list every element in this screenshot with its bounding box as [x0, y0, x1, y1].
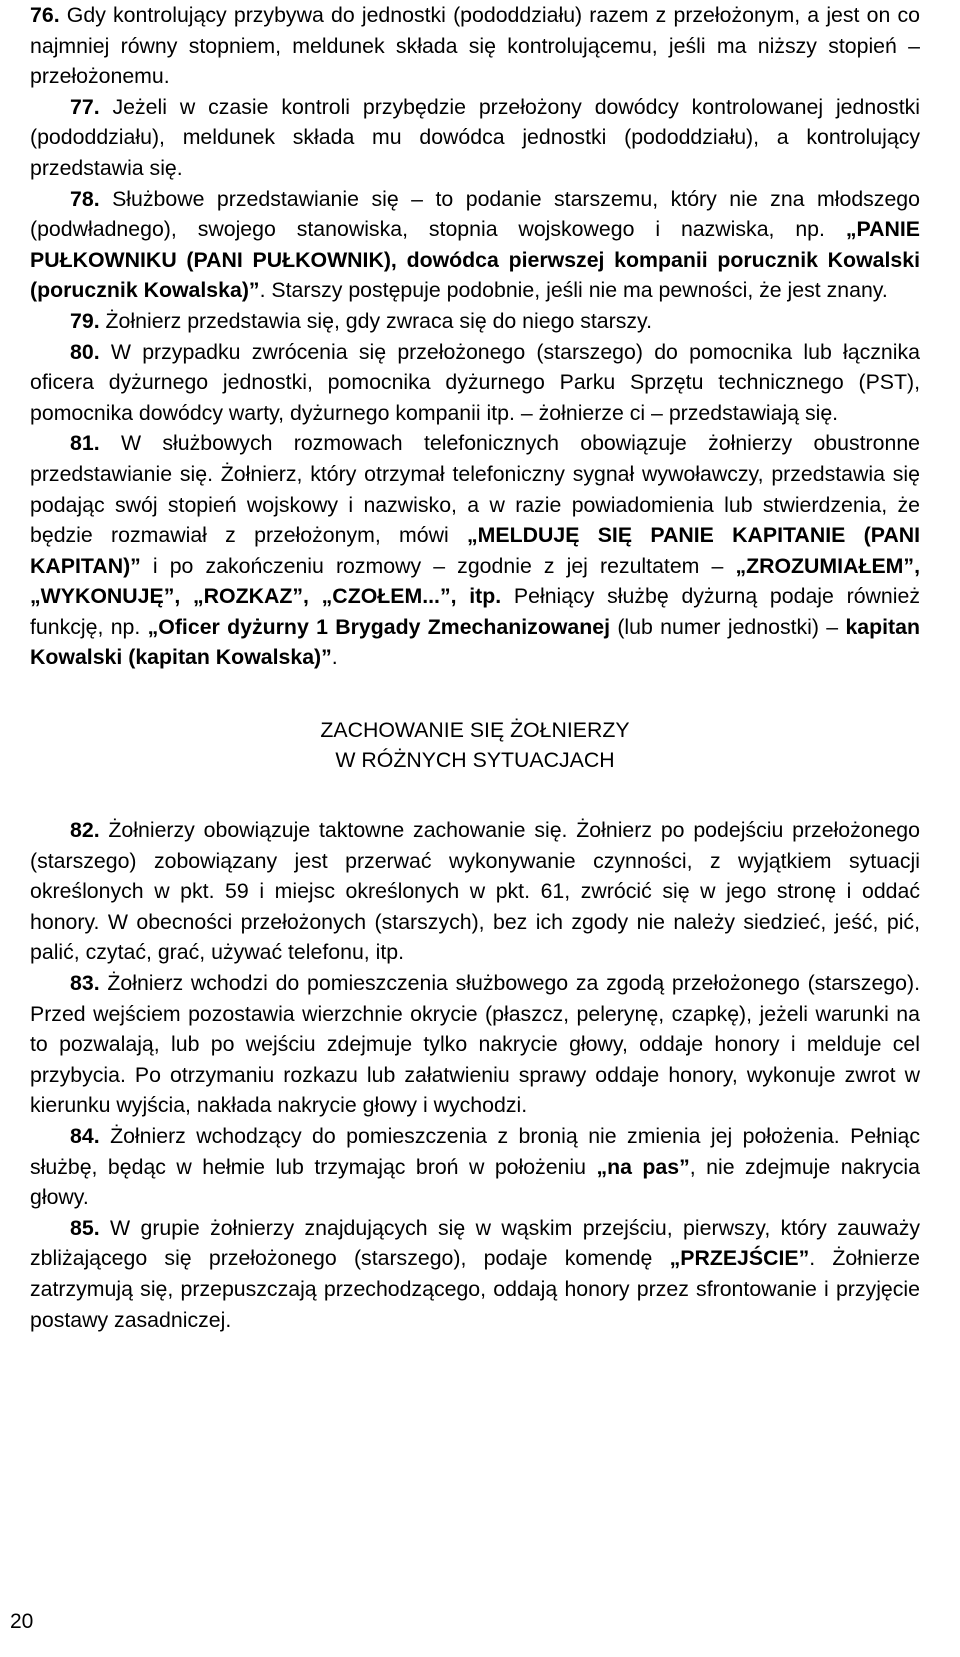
document-page: [30, 0, 920, 1335]
paragraph-79: [30, 306, 920, 337]
paragraph-76: [30, 0, 920, 92]
paragraph-number: 84.: [70, 1124, 100, 1148]
paragraph-text: W służbowych rozmowach telefonicznych obowiązuje żołnierzy obustronne przedstawianie się. Żołnierz, który otrzymał telefoniczny sygnał wywoławczy, przedstawia się podając swój stopień wojskowy i nazwisko, a w razie powiadomienia lub stwierdzenia, że będzie rozmawiał z przełożonym, mówi: [30, 431, 921, 548]
paragraph-text: Służbowe przedstawianie się – to podanie starszemu, który nie zna młodszego (podwładnego), swojego stanowiska, stopnia wojskowego i nazwiska, np.: [30, 186, 920, 242]
paragraph-text: i po zakończeniu rozmowy – zgodnie z jej rezultatem –: [140, 553, 736, 578]
paragraph-85: [30, 1213, 920, 1335]
paragraph-number: 79.: [70, 308, 100, 333]
paragraph-text: , nie zdejmuje nakrycia głowy.: [30, 1154, 921, 1210]
paragraph-text: Żołnierz wchodzący do pomieszczenia z bronią nie zmienia jej położenia. Pełniąc służbę, będąc w hełmie lub trzymając broń w położeniu: [30, 1124, 920, 1179]
paragraph-text: W przypadku zwrócenia się przełożonego (starszego) do pomocnika lub łącznika oficera dyżurnego jednostki, pomocnika dyżurnego Parku Sprzętu technicznego (PST), pomocnika dowódcy warty, dyżurnego kompanii itp. – żołnierze ci – przedstawiają się.: [30, 339, 920, 425]
paragraph-text: Żołnierz wchodzi do pomieszczenia służbowego za zgodą przełożonego (starszego). Przed wejściem pozostawia wierzchnie okrycie (płaszcz, pelerynę, czapkę), jeżeli warunki na to pozwalają, lub po wejściu zdejmuje tylko nakrycie głowy, oddaje honory i melduje cel przybycia. Po otrzymaniu rozkazu lub załatwieniu sprawy oddaje honory, wykonuje zwrot w kierunku wyjścia, nakłada nakrycie głowy i wychodzi.: [30, 971, 920, 1118]
paragraph-bold-text: „MELDUJĘ SIĘ PANIE KAPITANIE (PANI KAPITAN)”: [30, 523, 920, 578]
paragraph-text: W grupie żołnierzy znajdujących się w wąskim przejściu, pierwszy, który zauważy zbliżającego się przełożonego (starszego), podaje komendę: [30, 1215, 921, 1271]
paragraph-text: . Starszy postępuje podobnie, jeśli nie ma pewności, że jest znany.: [259, 278, 888, 303]
paragraph-number: 77.: [70, 94, 100, 119]
paragraph-bold-text: „ZROZUMIAŁEM”, „WYKONUJĘ”, „ROZKAZ”, „CZOŁEM...”, itp.: [30, 553, 920, 609]
paragraph-82: [30, 815, 920, 968]
paragraph-number: 78.: [70, 186, 100, 211]
paragraph-number: 83.: [70, 971, 100, 996]
paragraph-text: Żołnierz przedstawia się, gdy zwraca się do niego starszy.: [105, 308, 652, 333]
section-heading-line-1: ZACHOWANIE SIĘ ŻOŁNIERZY: [320, 718, 630, 743]
page-number: 20: [10, 1610, 34, 1633]
paragraph-text: Pełniący służbę dyżurną podaje również funkcję, np.: [30, 584, 920, 639]
paragraph-bold-text: kapitan Kowalski (kapitan Kowalska)”: [30, 614, 920, 670]
paragraph-bold-text: „na pas”: [596, 1154, 690, 1179]
paragraph-text: .: [331, 645, 338, 670]
paragraph-number: 76.: [30, 3, 60, 27]
paragraph-number: 80.: [70, 339, 100, 364]
paragraph-bold-text: „PANIE PUŁKOWNIKU (PANI PUŁKOWNIK), dowódca pierwszej kompanii porucznik Kowalski (porucznik Kowalska)”: [30, 217, 920, 303]
paragraph-text: (lub numer jednostki) –: [610, 614, 846, 639]
paragraph-77: [30, 92, 920, 184]
paragraph-81: [30, 428, 920, 673]
paragraph-bold-text: „PRZEJŚCIE”: [669, 1246, 810, 1271]
section-heading: [30, 715, 920, 775]
paragraph-text: Jeżeli w czasie kontroli przybędzie przełożony dowódcy kontrolowanej jednostki (pododdziału), meldunek składa mu dowódca jednostki (pododdziału), a kontrolujący przedstawia się.: [30, 94, 921, 180]
paragraph-number: 85.: [70, 1215, 100, 1240]
paragraph-80: [30, 337, 920, 429]
paragraph-text: Żołnierzy obowiązuje taktowne zachowanie się. Żołnierz po podejściu przełożonego (starszego) zobowiązany jest przerwać wykonywanie czynności, z wyjątkiem sytuacji określonych w pkt. 59 i miejsc określonych w pkt. 61, zwrócić się w jego stronę i oddać honory. W obecności przełożonych (starszych), bez ich zgody nie należy siedzieć, jeść, pić, palić, czytać, grać, używać telefonu, itp.: [30, 818, 920, 965]
paragraph-number: 82.: [70, 818, 100, 843]
paragraph-text: Gdy kontrolujący przybywa do jednostki (pododdziału) razem z przełożonym, a jest on co najmniej równy stopniem, meldunek składa się kontrolującemu, jeśli ma niższy stopień – przełożonemu.: [30, 3, 921, 89]
paragraph-83: [30, 968, 920, 1121]
paragraph-78: [30, 184, 920, 306]
paragraph-text: . Żołnierze zatrzymują się, przepuszczają przechodzącego, oddają honory przez sfrontowanie i przyjęcie postawy zasadniczej.: [30, 1246, 920, 1332]
section-heading-line-2: W RÓŻNYCH SYTUACJACH: [335, 748, 615, 773]
paragraph-bold-text: „Oficer dyżurny 1 Brygady Zmechanizowanej: [147, 614, 611, 639]
paragraph-84: [30, 1121, 920, 1213]
paragraph-number: 81.: [70, 431, 100, 456]
